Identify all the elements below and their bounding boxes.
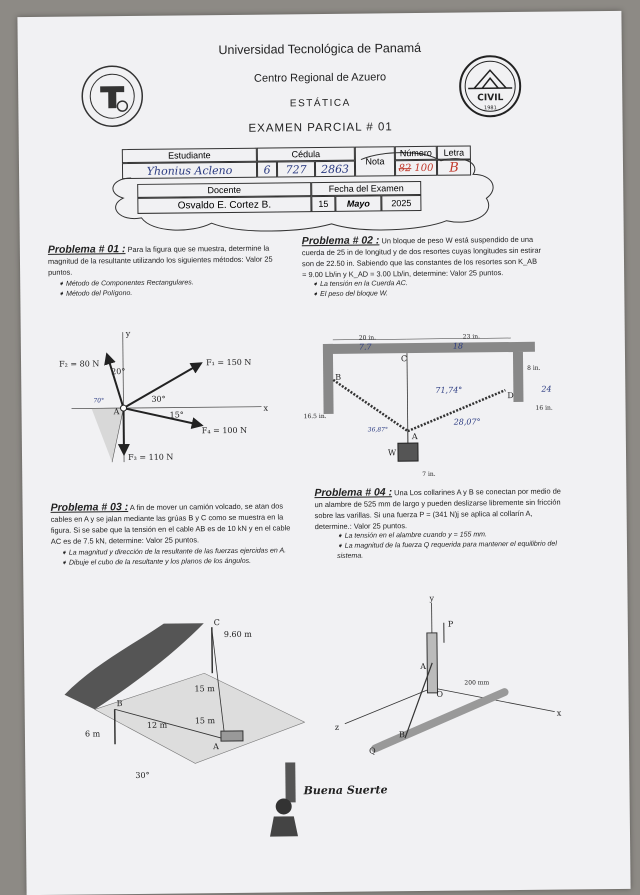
problem-4-bullet-2: ➧ La magnitud de la fuerza Q requerida para mantener el equilibrio del sistema. (336, 540, 557, 560)
p2-hand-18: 18 (452, 341, 464, 351)
numero-label: Número (395, 146, 437, 160)
fecha-month: Mayo (335, 195, 381, 211)
subject-name: ESTÁTICA (289, 97, 351, 110)
p4-point-a: A (420, 661, 427, 672)
exam-title: EXAMEN PARCIAL # 01 (248, 121, 393, 135)
letra-value: B (437, 159, 471, 175)
problem-2-bullet-1: ➧ La tensión en la Cuerda AC. (312, 280, 408, 289)
docente-value: Osvaldo E. Cortez B. (137, 196, 311, 214)
fecha-label: Fecha del Examen (311, 181, 421, 196)
problem-1-body: Para la figura que se muestra, determine la magnitud de la resultante utilizando los siguientes métodos: Valor 25 puntos. (47, 243, 273, 277)
nota-label: Nota (355, 146, 395, 176)
problem-1 (48, 242, 289, 300)
p2-hand-angle-1: 71,74° (435, 385, 463, 395)
problem-1-title: Problema # 01 : (47, 243, 126, 256)
problem-2-body: Un bloque de peso W está suspendido de una cuerda de 25 in de longitud y de dos resortes cuyas longitudes sin estirar son de 22.50 in. Sabiendo que las constantes de los resortes son K_AB = 9.00 Lb/in y K_AD = 3.00 Lb/in, determine: Valor 25 puntos. (301, 234, 542, 280)
numero-value-cell (395, 160, 437, 176)
p1-x-label: x (263, 403, 269, 413)
p2-hand-77: 7.7 (358, 342, 372, 352)
p1-f1-label: F₁ = 150 N (206, 357, 252, 368)
center-name: Centro Regional de Azuero (253, 71, 387, 85)
problem-4-text (314, 485, 564, 532)
p1-f3-label: F₃ = 110 N (127, 452, 174, 463)
p3-dim-6: 6 m (84, 729, 101, 739)
p3-dim-15b: 15 m (194, 716, 216, 726)
p2-point-b: B (335, 372, 342, 382)
footer-text: Buena Suerte (303, 783, 388, 798)
civil-logo (458, 54, 523, 119)
p1-point-a: A (113, 407, 120, 417)
docente-label: Docente (137, 182, 311, 198)
problem-1-bullet-2: ➧ Método del Polígono. (58, 289, 133, 298)
problem-4-body: Una Los collarines A y B se conectan por medio de un alambre de 525 mm de largo y pueden deslizarse libremente sin fricción sobre las varillas. Si una fuerza P = (341 N)j se aplica al collarín A, determine.: Valor 25 puntos. (314, 486, 561, 532)
p1-f4-label: F₄ = 100 N (201, 425, 248, 436)
p2-hand-angle-3: 36,87° (367, 426, 388, 434)
problem-3-title: Problema # 03 : (50, 501, 129, 514)
p1-angle-70: 70° (93, 397, 105, 405)
problem-2-text (302, 234, 542, 281)
cedula-part-3: 2863 (315, 161, 355, 177)
p2-hand-24: 24 (541, 384, 552, 394)
problem-2-title: Problema # 02 : (301, 234, 380, 248)
p3-point-b: B (116, 699, 123, 709)
problem-1-bullet-1: ➧ Método de Componentes Rectangulares. (58, 279, 194, 288)
fecha-day: 15 (311, 196, 335, 212)
p4-point-o: O (436, 689, 444, 699)
p3-point-a: A (213, 742, 219, 752)
p1-y-label: y (125, 329, 131, 339)
p1-angle-30: 30° (151, 394, 166, 404)
problem-2-bullet-2: ➧ El peso del bloque W. (312, 290, 389, 299)
problem-3-figure (54, 612, 306, 785)
cedula-label: Cédula (257, 147, 355, 162)
problem-3-bullet-1: ➧ La magnitud y dirección de la resultante de las fuerzas ejercidas en A. (60, 547, 287, 557)
p4-dim-200: 200 mm (464, 679, 490, 687)
problem-2-figure (303, 329, 565, 482)
p3-dim-12: 12 m (146, 720, 168, 730)
p2-dim-23: 23 in. (462, 333, 481, 341)
numero-value: 100 (414, 162, 434, 174)
p2-hand-angle-2: 28,07° (453, 417, 481, 427)
p4-y-axis: y (429, 593, 435, 603)
p3-dim-15a: 15 m (194, 684, 215, 694)
p4-z-axis: z (334, 722, 340, 732)
p2-point-a: A (411, 432, 418, 442)
numero-old-value: 82 (398, 162, 412, 174)
problem-4-title: Problema # 04 : (314, 486, 393, 500)
p1-f2-label: F₂ = 80 N (59, 359, 100, 369)
p4-x-axis: x (556, 708, 562, 718)
p2-dim-165: 16.5 in. (303, 412, 327, 421)
cedula-part-1: 6 (257, 161, 277, 177)
p3-angle-30: 30° (135, 770, 150, 780)
problem-4-bullet-1: ➧ La tensión en el alambre cuando y = 155 mm. (336, 531, 487, 540)
p1-angle-15: 15° (169, 410, 184, 420)
problem-3 (51, 500, 296, 569)
p2-dim-20: 20 in. (358, 334, 377, 342)
p3-dim-960: 9.60 m (223, 629, 252, 640)
student-value: Yhonius Acleno (122, 162, 257, 179)
student-label: Estudiante (122, 148, 257, 163)
cedula-part-2: 727 (277, 161, 315, 177)
p2-point-c: C (400, 354, 408, 364)
problem-3-bullet-2: ➧ Dibuje el cubo de la resultante y los planos de los ángulos. (61, 557, 252, 567)
exam-sheet (17, 11, 630, 895)
p2-dim-8: 8 in. (527, 364, 541, 372)
p1-angle-20: 20° (111, 367, 126, 377)
p2-dim-7: 7 in. (422, 470, 436, 478)
problem-3-text (51, 500, 295, 547)
p2-weight-w: W (387, 448, 397, 458)
problem-4 (314, 485, 565, 562)
problem-3-body: A fin de mover un camión volcado, se atan dos cables en A y se jalan mediante las grúas B y C como se muestra en la figura. Si se sabe que la tensión en el cable AB es de 10 kN y en el cable AC es de 7.5 kN, determine: Valor 25 puntos. (50, 501, 291, 546)
letra-label: Letra (437, 145, 471, 159)
p2-dim-16: 16 in. (535, 404, 553, 412)
problem-4-figure (323, 592, 565, 765)
p4-point-b: B (398, 730, 405, 740)
mascot-icon (263, 762, 314, 843)
problem-1-figure (51, 320, 293, 473)
problem-2 (302, 234, 543, 301)
civil-logo-year: 1981 (484, 105, 497, 112)
university-name: Universidad Tecnológica de Panamá (218, 40, 422, 58)
p4-force-p: P (447, 619, 454, 629)
civil-logo-text: CIVIL (477, 93, 504, 104)
p4-force-q: Q (369, 746, 376, 756)
problem-1-text (48, 242, 288, 278)
p3-point-c: C (213, 618, 220, 628)
p2-point-d: D (507, 391, 514, 401)
fecha-year: 2025 (381, 195, 421, 211)
